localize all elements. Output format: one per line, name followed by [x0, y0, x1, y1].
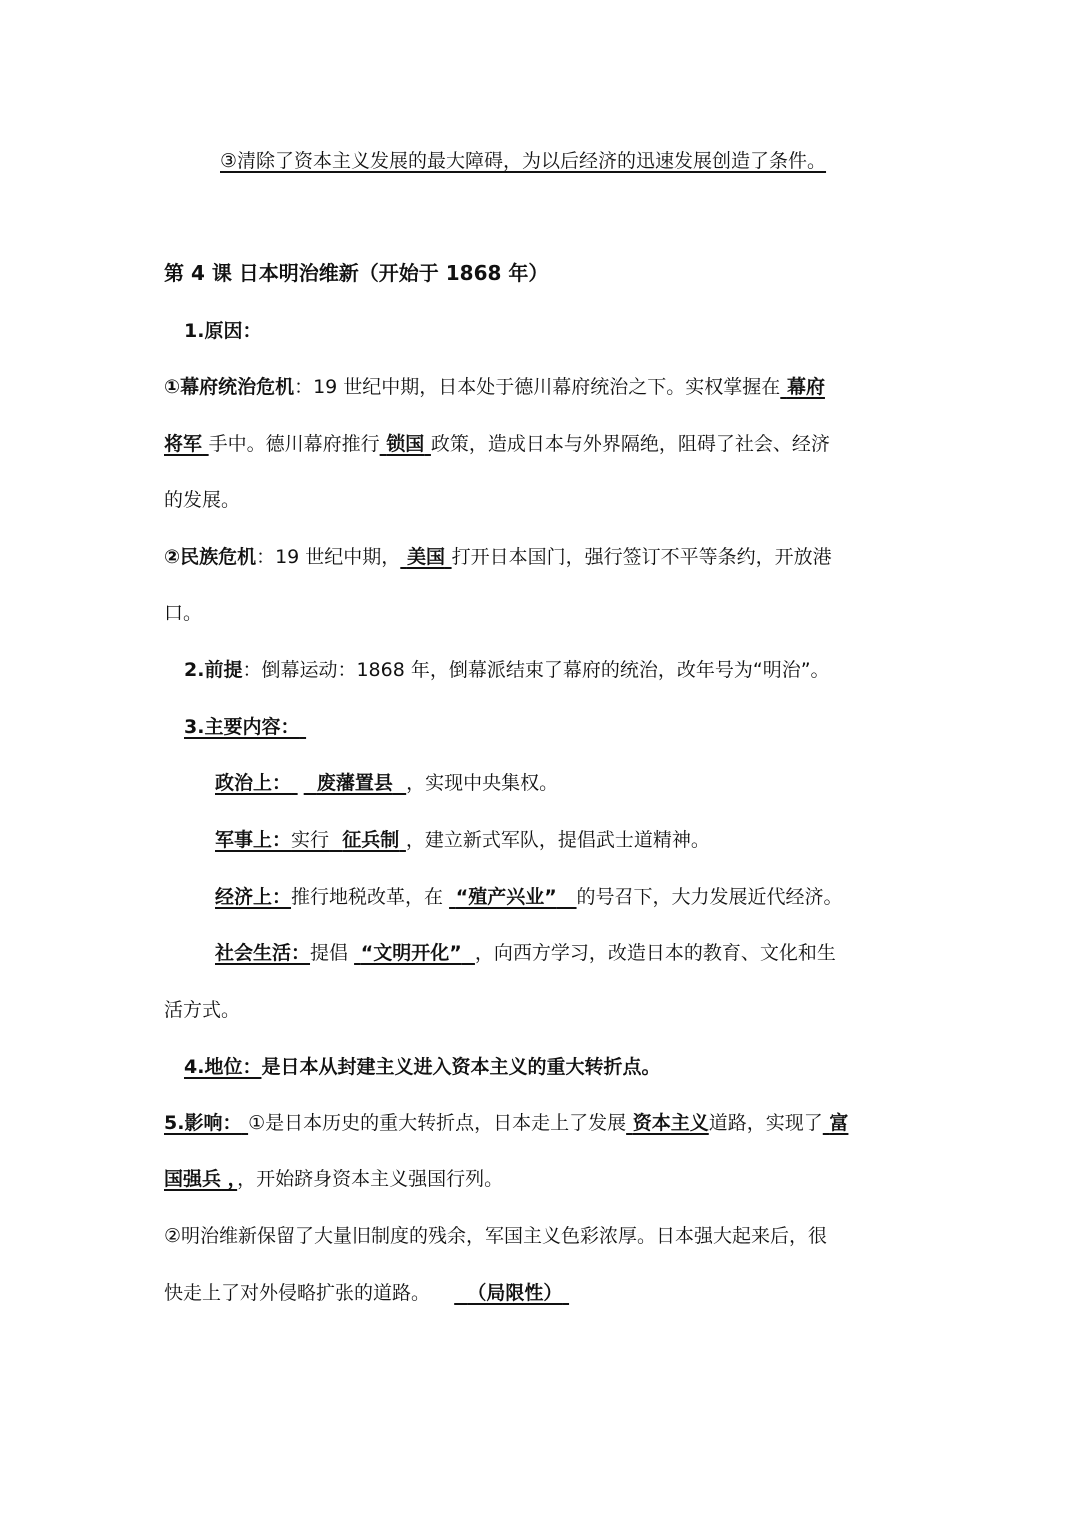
- cause-item2-line2: 口。: [164, 602, 203, 624]
- economy-label: 经济上：: [215, 886, 292, 908]
- economy-text-a: 推行地税改革，在: [291, 886, 444, 908]
- impact-text-e: 快走上了对外侵略扩张的道路。: [164, 1282, 431, 1304]
- cause-key-usa: 美国: [406, 546, 445, 568]
- society-label: 社会生活：: [215, 942, 311, 964]
- politics-key: 废藩置县: [316, 772, 393, 794]
- economy-text-b: 的号召下，大力发展近代经济。: [576, 886, 843, 908]
- premise-text: ：倒幕运动：1868 年，倒幕派结束了幕府的统治，改年号为“明治”。: [242, 659, 830, 681]
- cause-item1-label: ①幕府统治危机: [164, 376, 295, 398]
- cause-item2-text-a: ：19 世纪中期，: [256, 546, 401, 568]
- politics-text: ，实现中央集权。: [406, 772, 559, 794]
- content-heading: 3.主要内容：: [184, 716, 300, 738]
- status-line: [184, 1054, 660, 1080]
- content-military: [215, 827, 710, 853]
- impact-text-c: ，开始跻身资本主义强国行列。: [237, 1168, 504, 1190]
- impact-text-b: 道路，实现了: [708, 1112, 823, 1134]
- cause-item1-text-c: 政策，造成日本与外界隔绝，阻碍了社会、经济: [430, 433, 830, 455]
- military-text-a: 实行: [291, 829, 330, 851]
- military-label: 军事上：: [215, 829, 292, 851]
- content-economy: [215, 884, 843, 910]
- economy-key: “殖产兴业”: [455, 886, 557, 908]
- cause-item1-line2: [164, 431, 830, 457]
- impact-label: 5.影响：: [164, 1112, 242, 1134]
- premise-line: [184, 657, 830, 683]
- politics-label: 政治上：: [215, 772, 292, 794]
- military-text-b: ，建立新式军队，提倡武士道精神。: [405, 829, 710, 851]
- impact-key-rich-b: 国强兵 ，: [164, 1168, 238, 1190]
- cause-item1-line1: [164, 374, 825, 400]
- cause-heading: 1.原因：: [184, 320, 262, 342]
- lesson-title: 第 4 课 日本明治维新（开始于 1868 年）: [164, 261, 549, 285]
- impact-key-capitalism: 资本主义: [632, 1112, 709, 1134]
- cause-item1-line3: 的发展。: [164, 489, 241, 511]
- cause-item2-label: ②民族危机: [164, 546, 257, 568]
- cause-item2-line1: [164, 544, 832, 570]
- impact-limit: （局限性）: [467, 1282, 563, 1304]
- top-note: ③清除了资本主义发展的最大障碍，为以后经济的迅速发展创造了条件。: [220, 150, 827, 172]
- status-label: 4.地位：: [184, 1056, 262, 1078]
- impact-text-a: ①是日本历史的重大转折点，日本走上了发展: [248, 1112, 627, 1134]
- cause-item2-text-b: 打开日本国门，强行签订不平等条约，开放港: [451, 546, 832, 568]
- content-society-line2: 活方式。: [164, 999, 241, 1021]
- impact-key-rich-a: 富: [829, 1112, 849, 1134]
- society-key: “文明开化”: [360, 942, 462, 964]
- cause-key-shogun-a: 幕府: [786, 376, 825, 398]
- military-key: 征兵制: [342, 829, 400, 851]
- content-politics: [215, 770, 558, 796]
- premise-label: 2.前提: [184, 659, 243, 681]
- society-text-b: ，向西方学习，改造日本的教育、文化和生: [474, 942, 836, 964]
- cause-key-shogun-b: 将军: [164, 433, 203, 455]
- content-society-line1: [215, 940, 836, 966]
- impact-line3: ②明治维新保留了大量旧制度的残余，军国主义色彩浓厚。日本强大起来后，很: [164, 1225, 828, 1247]
- cause-item1-text-b: 手中。德川幕府推行: [208, 433, 380, 455]
- impact-line4: [164, 1280, 569, 1306]
- impact-line2: [164, 1166, 503, 1192]
- status-text: 是日本从封建主义进入资本主义的重大转折点。: [261, 1056, 661, 1078]
- impact-line1: [164, 1110, 848, 1136]
- cause-item1-text-a: ：19 世纪中期，日本处于德川幕府统治之下。实权掌握在: [294, 376, 781, 398]
- society-text-a: 提倡: [310, 942, 349, 964]
- cause-key-seclusion: 锁国: [386, 433, 425, 455]
